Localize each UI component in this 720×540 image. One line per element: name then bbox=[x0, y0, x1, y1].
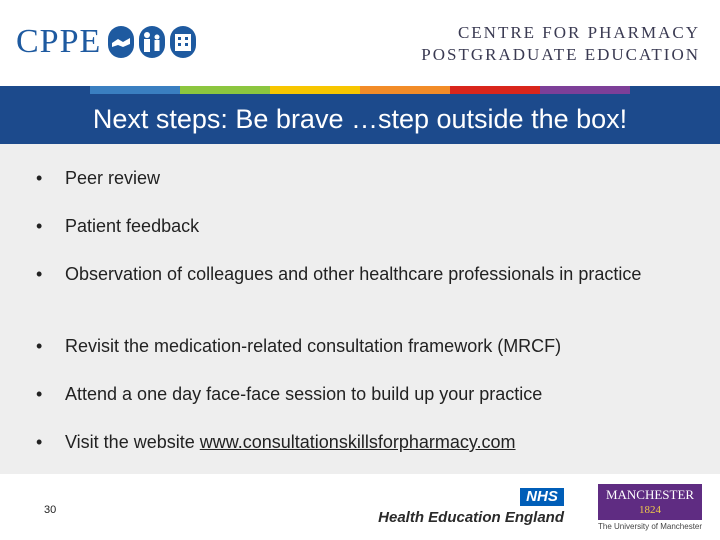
bullet-text: Observation of colleagues and other healthcare professionals in practice bbox=[65, 264, 642, 284]
bullet-marker: • bbox=[36, 384, 43, 404]
manchester-subtitle: The University of Manchester bbox=[598, 522, 703, 531]
header bbox=[0, 0, 720, 86]
stripe-segment bbox=[0, 86, 90, 94]
bullet-item bbox=[36, 214, 656, 238]
stripe-segment bbox=[180, 86, 270, 94]
bullet-marker: • bbox=[36, 336, 43, 356]
bullet-text: Revisit the medication-related consultation framework (MRCF) bbox=[65, 336, 562, 356]
bullet-marker: • bbox=[36, 264, 43, 284]
bullet-text: Peer review bbox=[65, 168, 161, 188]
bullet-marker: • bbox=[36, 432, 43, 452]
cppe-logo bbox=[16, 22, 200, 62]
stripe-segment bbox=[630, 86, 720, 94]
hee-logo-text: Health Education England bbox=[378, 509, 564, 526]
nhs-logo: NHS bbox=[520, 488, 564, 506]
hee-logo bbox=[376, 488, 568, 530]
manchester-year: 1824 bbox=[639, 504, 661, 516]
bullet-text bbox=[65, 430, 656, 454]
content-area bbox=[0, 144, 720, 474]
cppe-logo-icons bbox=[107, 25, 200, 59]
pharmacy-building-icon bbox=[169, 25, 197, 59]
bullet-item bbox=[36, 166, 656, 190]
centre-line-2: POSTGRADUATE EDUCATION bbox=[421, 45, 700, 64]
bullet-text: Attend a one day face-face session to build up your practice bbox=[65, 384, 543, 404]
page-number: 30 bbox=[44, 504, 57, 516]
centre-line-1: CENTRE FOR PHARMACY bbox=[457, 23, 700, 42]
bullet-item bbox=[36, 430, 656, 454]
bullet-item bbox=[36, 262, 656, 286]
bullet-marker: • bbox=[36, 216, 43, 236]
centre-name bbox=[421, 22, 700, 66]
manchester-logo bbox=[598, 484, 702, 534]
website-prefix: Visit the website bbox=[65, 432, 200, 452]
slide-title: Next steps: Be brave …step outside the box! bbox=[92, 104, 628, 134]
footer bbox=[0, 474, 720, 540]
color-stripe bbox=[0, 86, 720, 94]
title-bar bbox=[0, 94, 720, 144]
bullet-item bbox=[36, 334, 656, 358]
bullet-text: Patient feedback bbox=[65, 216, 200, 236]
stripe-segment bbox=[270, 86, 360, 94]
stripe-segment bbox=[540, 86, 630, 94]
website-link[interactable]: www.consultationskillsforpharmacy.com bbox=[199, 432, 516, 452]
cppe-logo-text: CPPE bbox=[16, 23, 102, 60]
manchester-logo-box bbox=[598, 484, 702, 520]
stripe-segment bbox=[450, 86, 540, 94]
bullet-item bbox=[36, 382, 656, 406]
stripe-segment bbox=[360, 86, 450, 94]
handshake-icon bbox=[107, 25, 135, 59]
family-icon bbox=[138, 25, 166, 59]
bullet-marker: • bbox=[36, 168, 43, 188]
manchester-name: MANCHESTER bbox=[605, 487, 695, 502]
stripe-segment bbox=[90, 86, 180, 94]
